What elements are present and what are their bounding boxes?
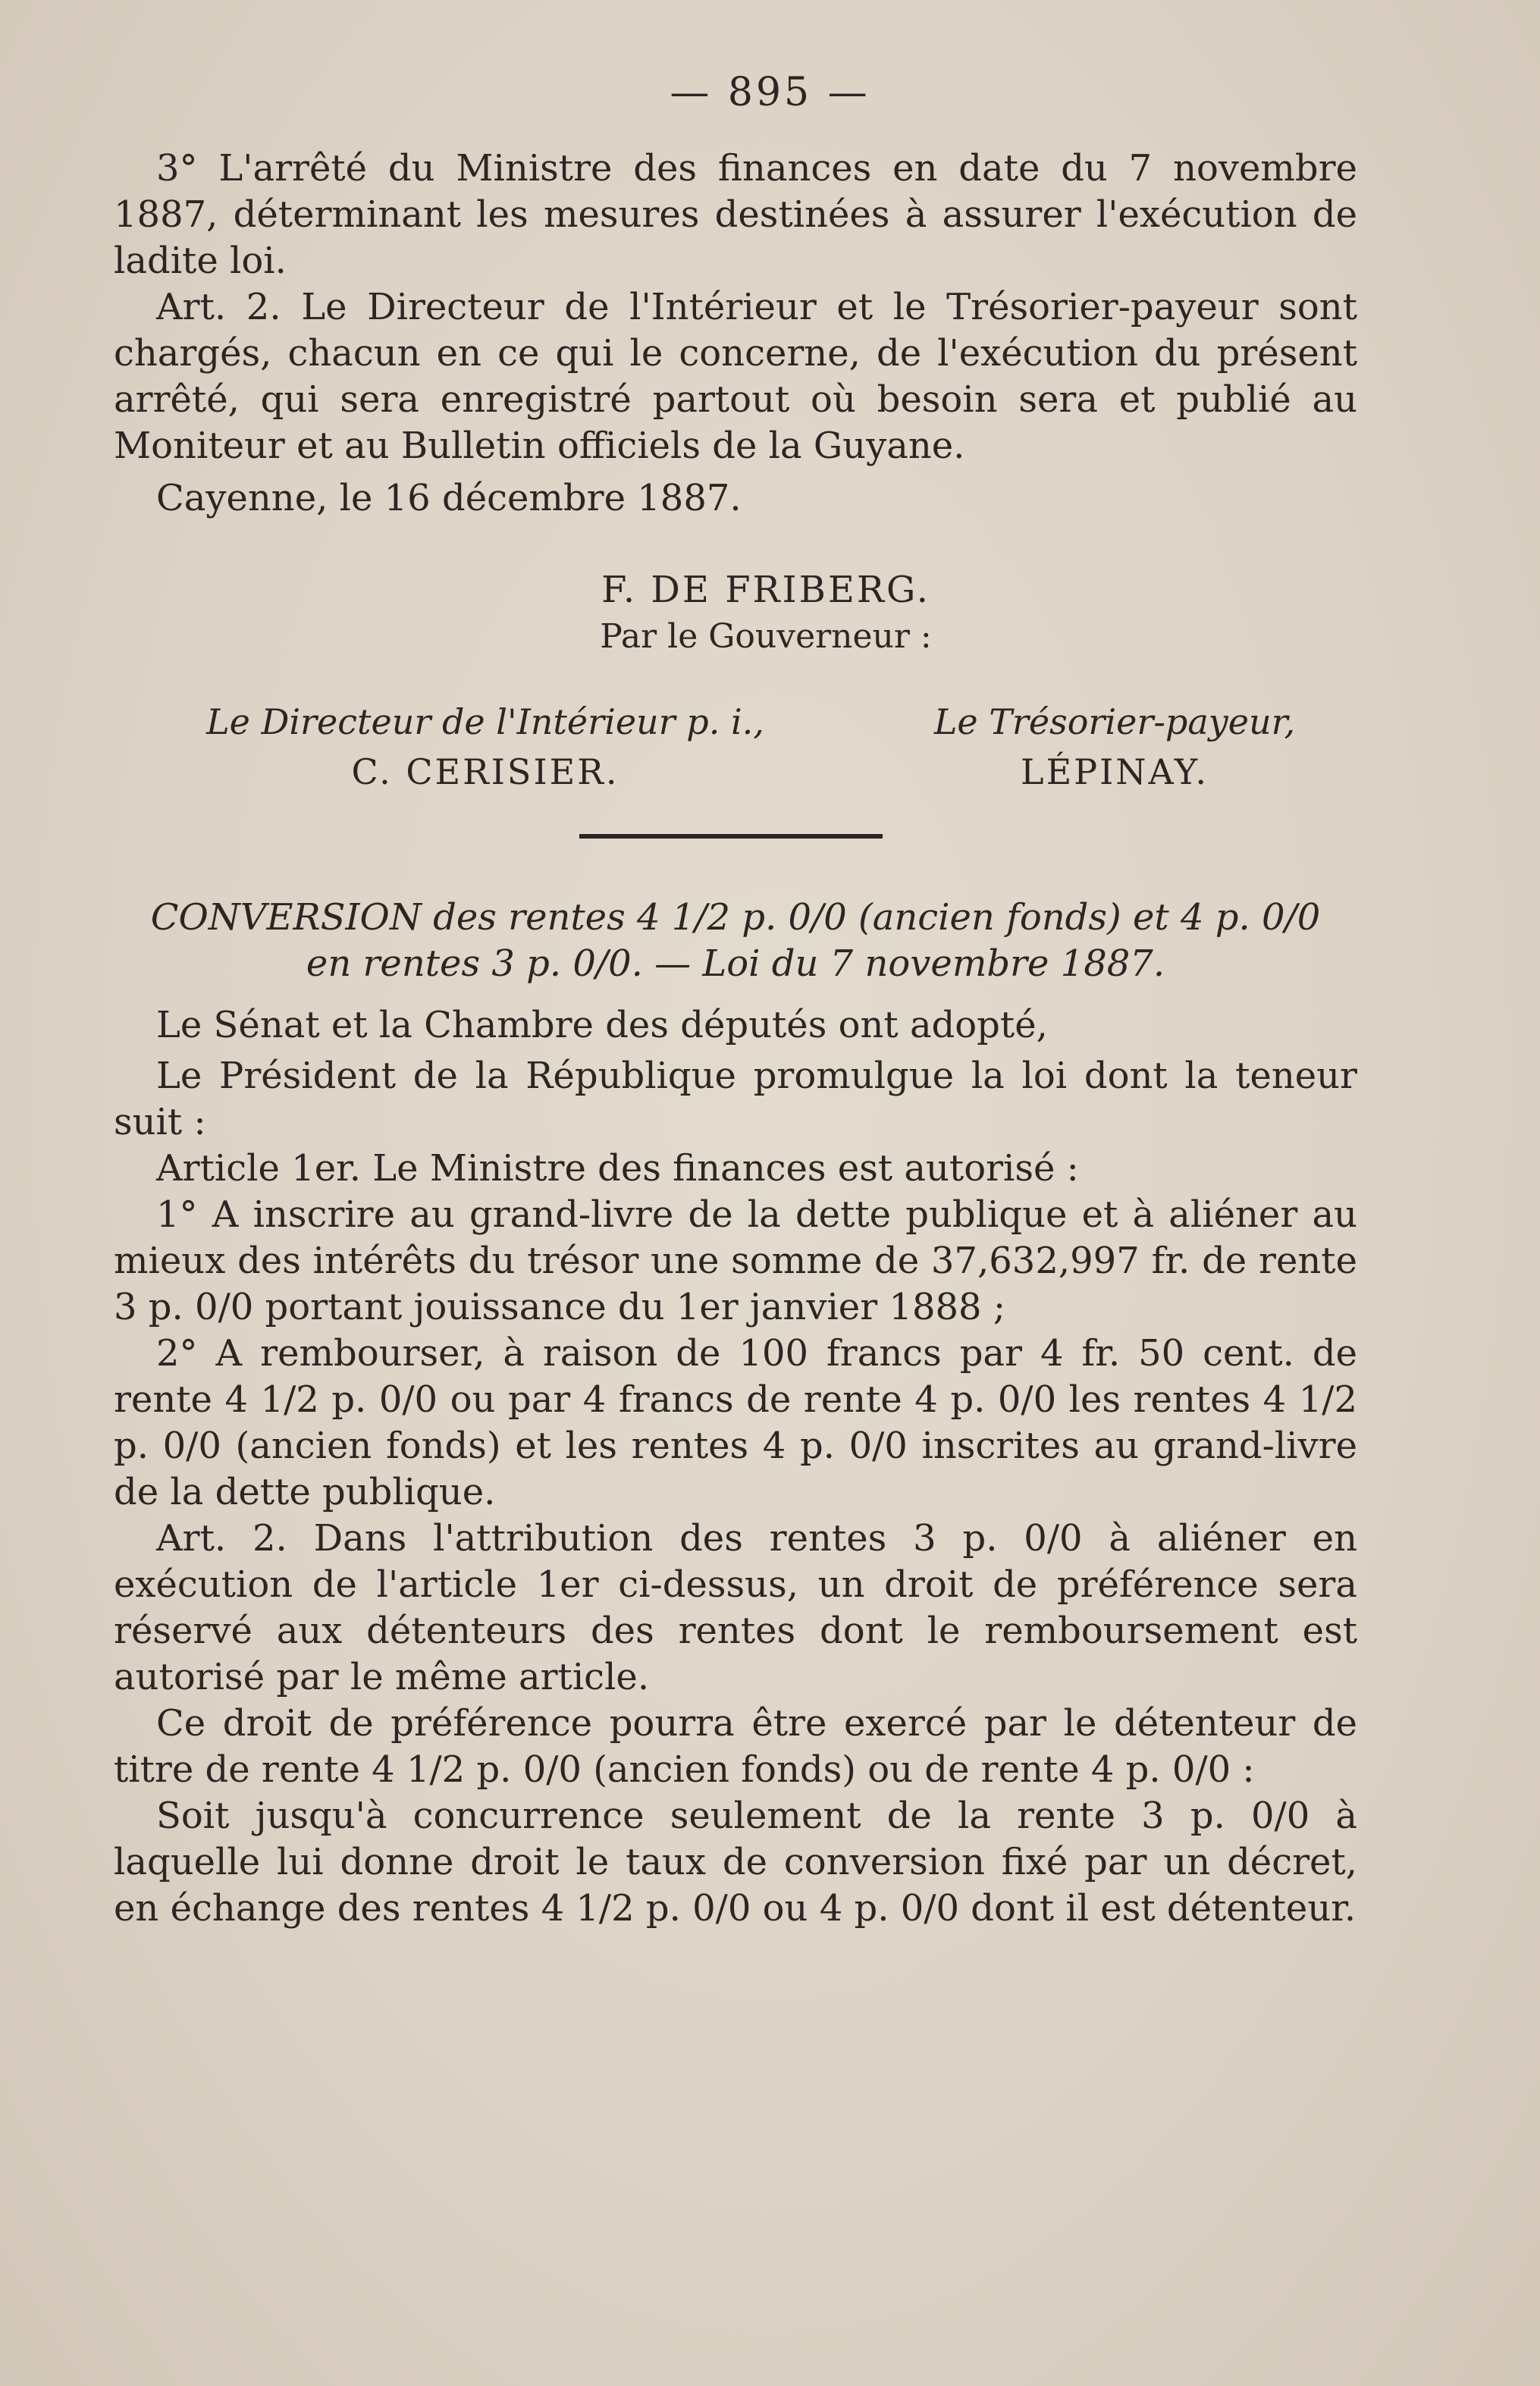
signature-block (114, 567, 1357, 660)
left-signer-name: C. CERISIER. (351, 751, 619, 792)
law-paragraph-3: Article 1er. Le Ministre des finances est autorisé : (156, 1147, 1079, 1190)
left-signer-title: Le Directeur de l'Intérieur p. i., (206, 701, 764, 742)
right-signer-title: Le Trésorier-payeur, (933, 701, 1296, 742)
intro-block (114, 146, 1357, 522)
signatory-name: F. DE FRIBERG. (601, 569, 930, 611)
heading-line-1: CONVERSION des rentes 4 1/2 p. 0/0 (ancien fonds) et 4 p. 0/0 (150, 896, 1321, 939)
law-paragraph-4: 1° A inscrire au grand-livre de la dette publique et à aliéner au mieux des intérêts du trésor une somme de 37,632,997 fr. de rente 3 p. 0/0 portant jouissance du 1er janvier 1888 ; (114, 1193, 1357, 1328)
right-signer-name: LÉPINAY. (1021, 751, 1209, 792)
law-heading (114, 895, 1357, 987)
law-paragraph-5: 2° A rembourser, à raison de 100 francs par 4 fr. 50 cent. de rente 4 1/2 p. 0/0 ou par 4 francs de rente 4 p. 0/0 les rentes 4 1/2 p. 0/0 (ancien fonds) et les rentes 4 p. 0/0 inscrites au grand-livre de la dette publique. (114, 1332, 1357, 1513)
section-divider (579, 834, 883, 839)
law-paragraph-8: Soit jusqu'à concurrence seulement de la rente 3 p. 0/0 à laquelle lui donne droit le taux de conversion fixé par un décret, en échange des rentes 4 1/2 p. 0/0 ou 4 p. 0/0 dont il est détenteur. (114, 1795, 1357, 1930)
date-line: Cayenne, le 16 décembre 1887. (156, 477, 742, 519)
intro-paragraph-1: 3° L'arrêté du Ministre des finances en date du 7 novembre 1887, déterminant les mesures destinées à assurer l'exécution de ladite loi. (114, 147, 1357, 282)
law-body (114, 1002, 1357, 1932)
law-paragraph-6: Art. 2. Dans l'attribution des rentes 3 p. 0/0 à aliéner en exécution de l'article 1er ci-dessus, un droit de préférence sera réservé aux détenteurs des rentes dont le remboursement est autorisé par le même article. (114, 1517, 1357, 1698)
heading-line-2: en rentes 3 p. 0/0. — Loi du 7 novembre 1887. (306, 942, 1165, 985)
par-le-gouverneur: Par le Gouverneur : (600, 617, 932, 656)
law-paragraph-2: Le Président de la République promulgue la loi dont la teneur suit : (114, 1055, 1357, 1143)
law-paragraph-7: Ce droit de préférence pourra être exercé par le détenteur de titre de rente 4 1/2 p. 0/0 (ancien fonds) ou de rente 4 p. 0/0 : (114, 1702, 1357, 1791)
law-paragraph-1: Le Sénat et la Chambre des députés ont adopté, (156, 1004, 1048, 1046)
page-number: — 895 — (670, 70, 870, 115)
intro-paragraph-2: Art. 2. Le Directeur de l'Intérieur et le Trésorier-payeur sont chargés, chacun en ce qui le concerne, de l'exécution du présent arrêté, qui sera enregistré partout où besoin sera et publié au Moniteur et au Bulletin officiels de la Guyane. (114, 286, 1357, 467)
